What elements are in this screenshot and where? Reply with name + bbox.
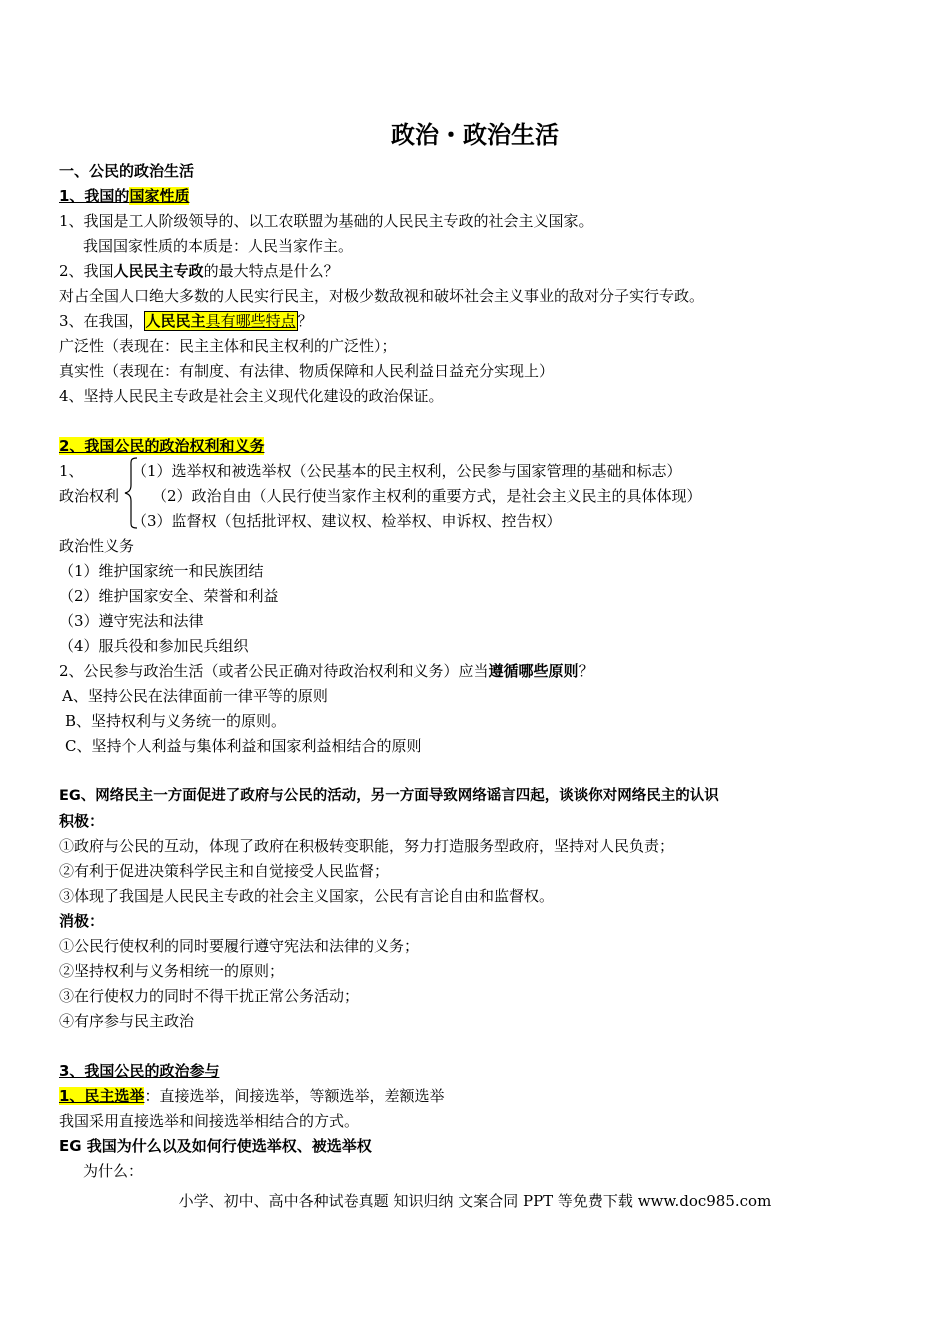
section-heading-1: 一、公民的政治生活 [59,162,195,180]
right-item-1: （1）选举权和被选举权（公民基本的民主权利，公民参与国家管理的基础和标志） [132,462,682,480]
positive-title: 积极： [59,812,105,830]
question-2-c: 的最大特点是什么？ [203,262,339,280]
duty-item-3: （3）遵守宪法和法律 [59,612,204,630]
question-2-a: 2、我国 [59,262,114,280]
duty-title: 政治性义务 [59,537,135,555]
duty-item-1: （1）维护国家统一和民族团结 [59,562,264,580]
principles-question-a: 2、公民参与政治生活（或者公民正确对待政治权利和义务）应当 [59,662,489,680]
principles-question-c: ？ [578,662,594,680]
section-heading-3: 3、我国公民的政治参与 [59,1062,220,1080]
subheading-national-nature [59,186,189,206]
election-line [59,1086,444,1106]
rights-label: 政治权利 [59,487,120,505]
negative-item-2: ②坚持权利与义务相统一的原则； [59,962,285,980]
eg-question: EG、网络民主一方面促进了政府与公民的活动，另一方面导致网络谣言四起，谈谈你对网络民主的认识 [59,788,719,804]
principle-a: A、坚持公民在法律面前一律平等的原则 [62,687,328,705]
right-item-2: （2）政治自由（人民行使当家作主权利的重要方式，是社会主义民主的具体体现） [152,487,702,505]
principles-question-bold: 遵循哪些原则 [488,662,579,680]
duty-item-2: （2）维护国家安全、荣誉和利益 [59,587,279,605]
eg-election-question: EG 我国为什么以及如何行使选举权、被选举权 [59,1137,372,1155]
question-3-bold: 人民民主 [145,312,206,330]
positive-item-1: ①政府与公民的互动，体现了政府在积极转变职能，努力打造服务型政府，坚持对人民负责； [59,837,675,855]
answer-3-breadth: 广泛性（表现在：民主主体和民主权利的广泛性）； [59,337,397,355]
duty-item-4: （4）服兵役和参加民兵组织 [59,637,249,655]
question-3-d: ？ [297,312,313,330]
highlight-national-nature: 国家性质 [129,187,190,205]
election-method: 我国采用直接选举和间接选举相结合的方式。 [59,1112,360,1130]
election-types: ：直接选举，间接选举，等额选举，差额选举 [144,1087,445,1105]
positive-item-2: ②有利于促进决策科学民主和自觉接受人民监督； [59,862,390,880]
principle-c: C、坚持个人利益与集体利益和国家利益相结合的原则 [65,737,422,755]
section-heading-2 [59,436,264,456]
right-item-3: （3）监督权（包括批评权、建议权、检举权、申诉权、控告权） [132,512,562,530]
negative-item-3: ③在行使权力的同时不得干扰正常公务活动； [59,987,360,1005]
highlight-features [144,311,298,331]
highlight-democratic-election: 1、民主选举 [59,1087,145,1105]
negative-item-4: ④有序参与民主政治 [59,1012,195,1030]
negative-item-1: ①公民行使权利的同时要履行遵守宪法和法律的义务； [59,937,420,955]
footer-text: 小学、初中、高中各种试卷真题 知识归纳 文案合同 PPT 等免费下载 www.doc985.com [178,1192,772,1210]
answer-3-authenticity: 真实性（表现在：有制度、有法律、物质保障和人民利益日益充分实现上） [59,362,555,380]
page-title: 政治・政治生活 [391,121,559,149]
rights-label-number: 1、 [59,462,84,480]
subheading-prefix: 1、我国的 [59,187,130,205]
section-heading-2-text: 2、我国公民的政治权利和义务 [59,437,265,455]
why-label: 为什么： [83,1162,144,1180]
question-2-bold: 人民民主专政 [113,262,204,280]
principle-b: B、坚持权利与义务统一的原则。 [65,712,287,730]
paragraph-4: 4、坚持人民民主专政是社会主义现代化建设的政治保证。 [59,387,444,405]
positive-item-3: ③体现了我国是人民民主专政的社会主义国家，公民有言论自由和监督权。 [59,887,555,905]
question-3-a: 3、在我国， [59,312,144,330]
negative-title: 消极： [59,912,105,930]
paragraph-1: 1、我国是工人阶级领导的、以工农联盟为基础的人民民主专政的社会主义国家。 [59,212,594,230]
question-3-underlined: 具有哪些特点 [205,312,296,330]
principles-question [59,661,594,681]
paragraph-1-note: 我国国家性质的本质是：人民当家作主。 [83,237,354,255]
question-3 [59,311,313,331]
answer-2: 对占全国人口绝大多数的人民实行民主，对极少数敌视和破坏社会主义事业的敌对分子实行专政。 [59,287,705,305]
question-2 [59,261,339,281]
